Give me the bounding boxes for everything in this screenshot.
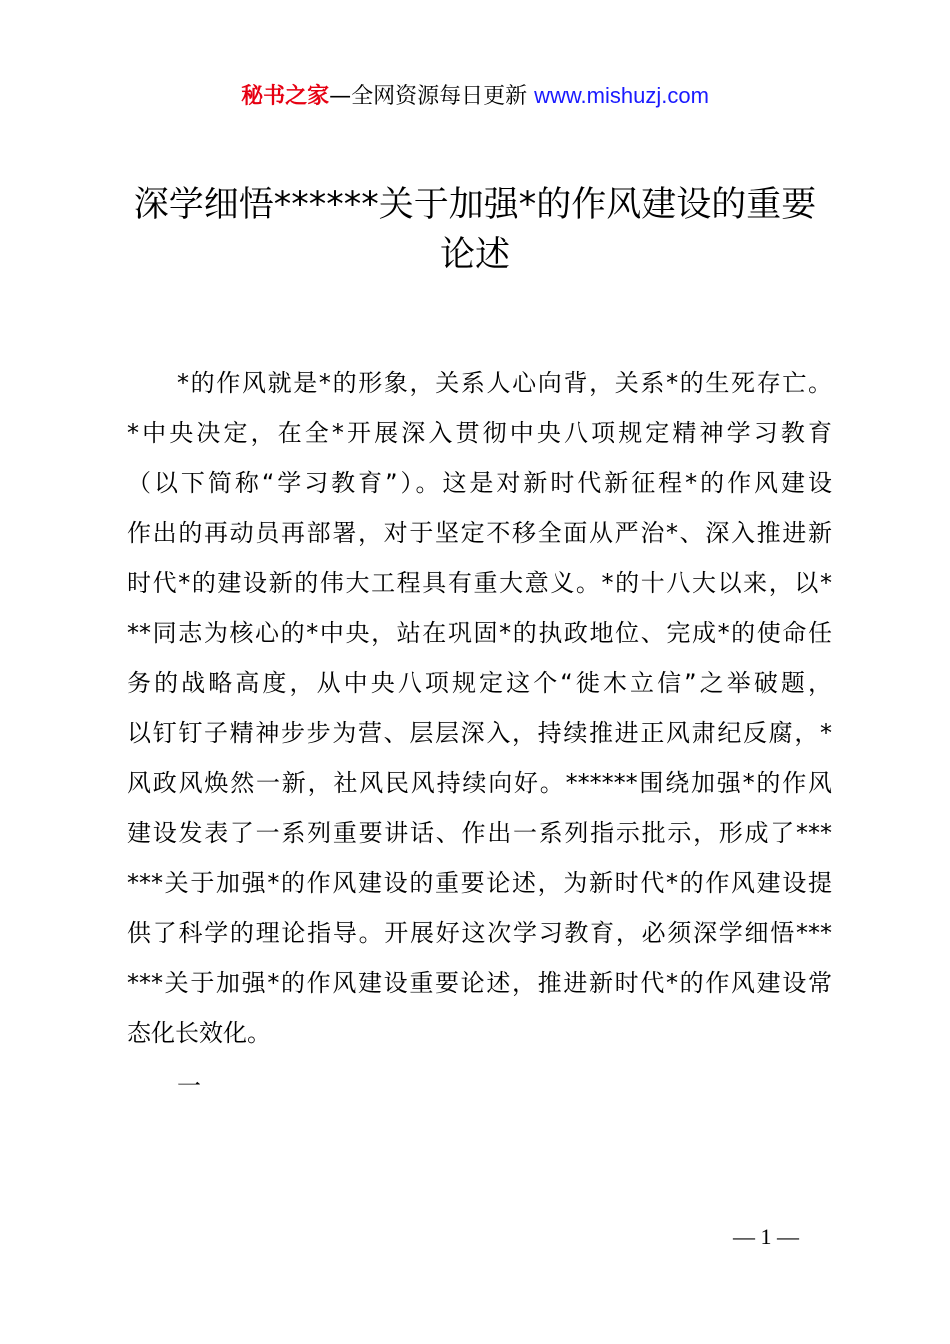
title-line: 论述 (439, 235, 510, 275)
brand-name: 秘书之家 (241, 84, 330, 109)
paragraph-line: 供了科学的理论指导。开展好这次学习教育，必须深学细悟*** (127, 919, 832, 947)
paragraph-line: 时代*的建设新的伟大工程具有重大意义。*的十八大以来，以* (127, 569, 832, 597)
paragraph-line: 态化长效化。 (127, 1019, 271, 1047)
page-number: — 1 — (733, 1224, 799, 1249)
paragraph-line: *中央决定，在全*开展深入贯彻中央八项规定精神学习教育 (127, 419, 832, 447)
paragraph-line: 务的战略高度，从中央八项规定这个“徙木立信”之举破题， (127, 669, 832, 697)
paragraph-line: **同志为核心的*中央，站在巩固*的执政地位、完成*的使命任 (127, 619, 832, 647)
site-header (0, 80, 950, 113)
paragraph-line: 建设发表了一系列重要讲话、作出一系列指示批示，形成了*** (127, 819, 832, 847)
paragraph-line: 以钉钉子精神步步为营、层层深入，持续推进正风肃纪反腐，* (127, 719, 832, 747)
body-paragraph (127, 358, 832, 1058)
section-heading-marker: 一 (177, 1072, 201, 1100)
paragraph-line: ***关于加强*的作风建设的重要论述，为新时代*的作风建设提 (127, 869, 832, 897)
title-line: 深学细悟******关于加强*的作风建设的重要 (133, 185, 817, 225)
paragraph-line: （以下简称“学习教育”）。这是对新时代新征程*的作风建设 (127, 469, 832, 497)
paragraph-line: 风政风焕然一新，社风民风持续向好。******围绕加强*的作风 (127, 769, 832, 797)
paragraph-line: *的作风就是*的形象，关系人心向背，关系*的生死存亡。 (177, 369, 832, 397)
header-tagline: —全网资源每日更新 (329, 84, 528, 109)
document-title (120, 180, 830, 280)
paragraph-line: 作出的再动员再部署，对于坚定不移全面从严治*、深入推进新 (127, 519, 832, 547)
paragraph-line: ***关于加强*的作风建设重要论述，推进新时代*的作风建设常 (127, 969, 832, 997)
site-url-link[interactable]: www.mishuzj.com (534, 83, 709, 108)
